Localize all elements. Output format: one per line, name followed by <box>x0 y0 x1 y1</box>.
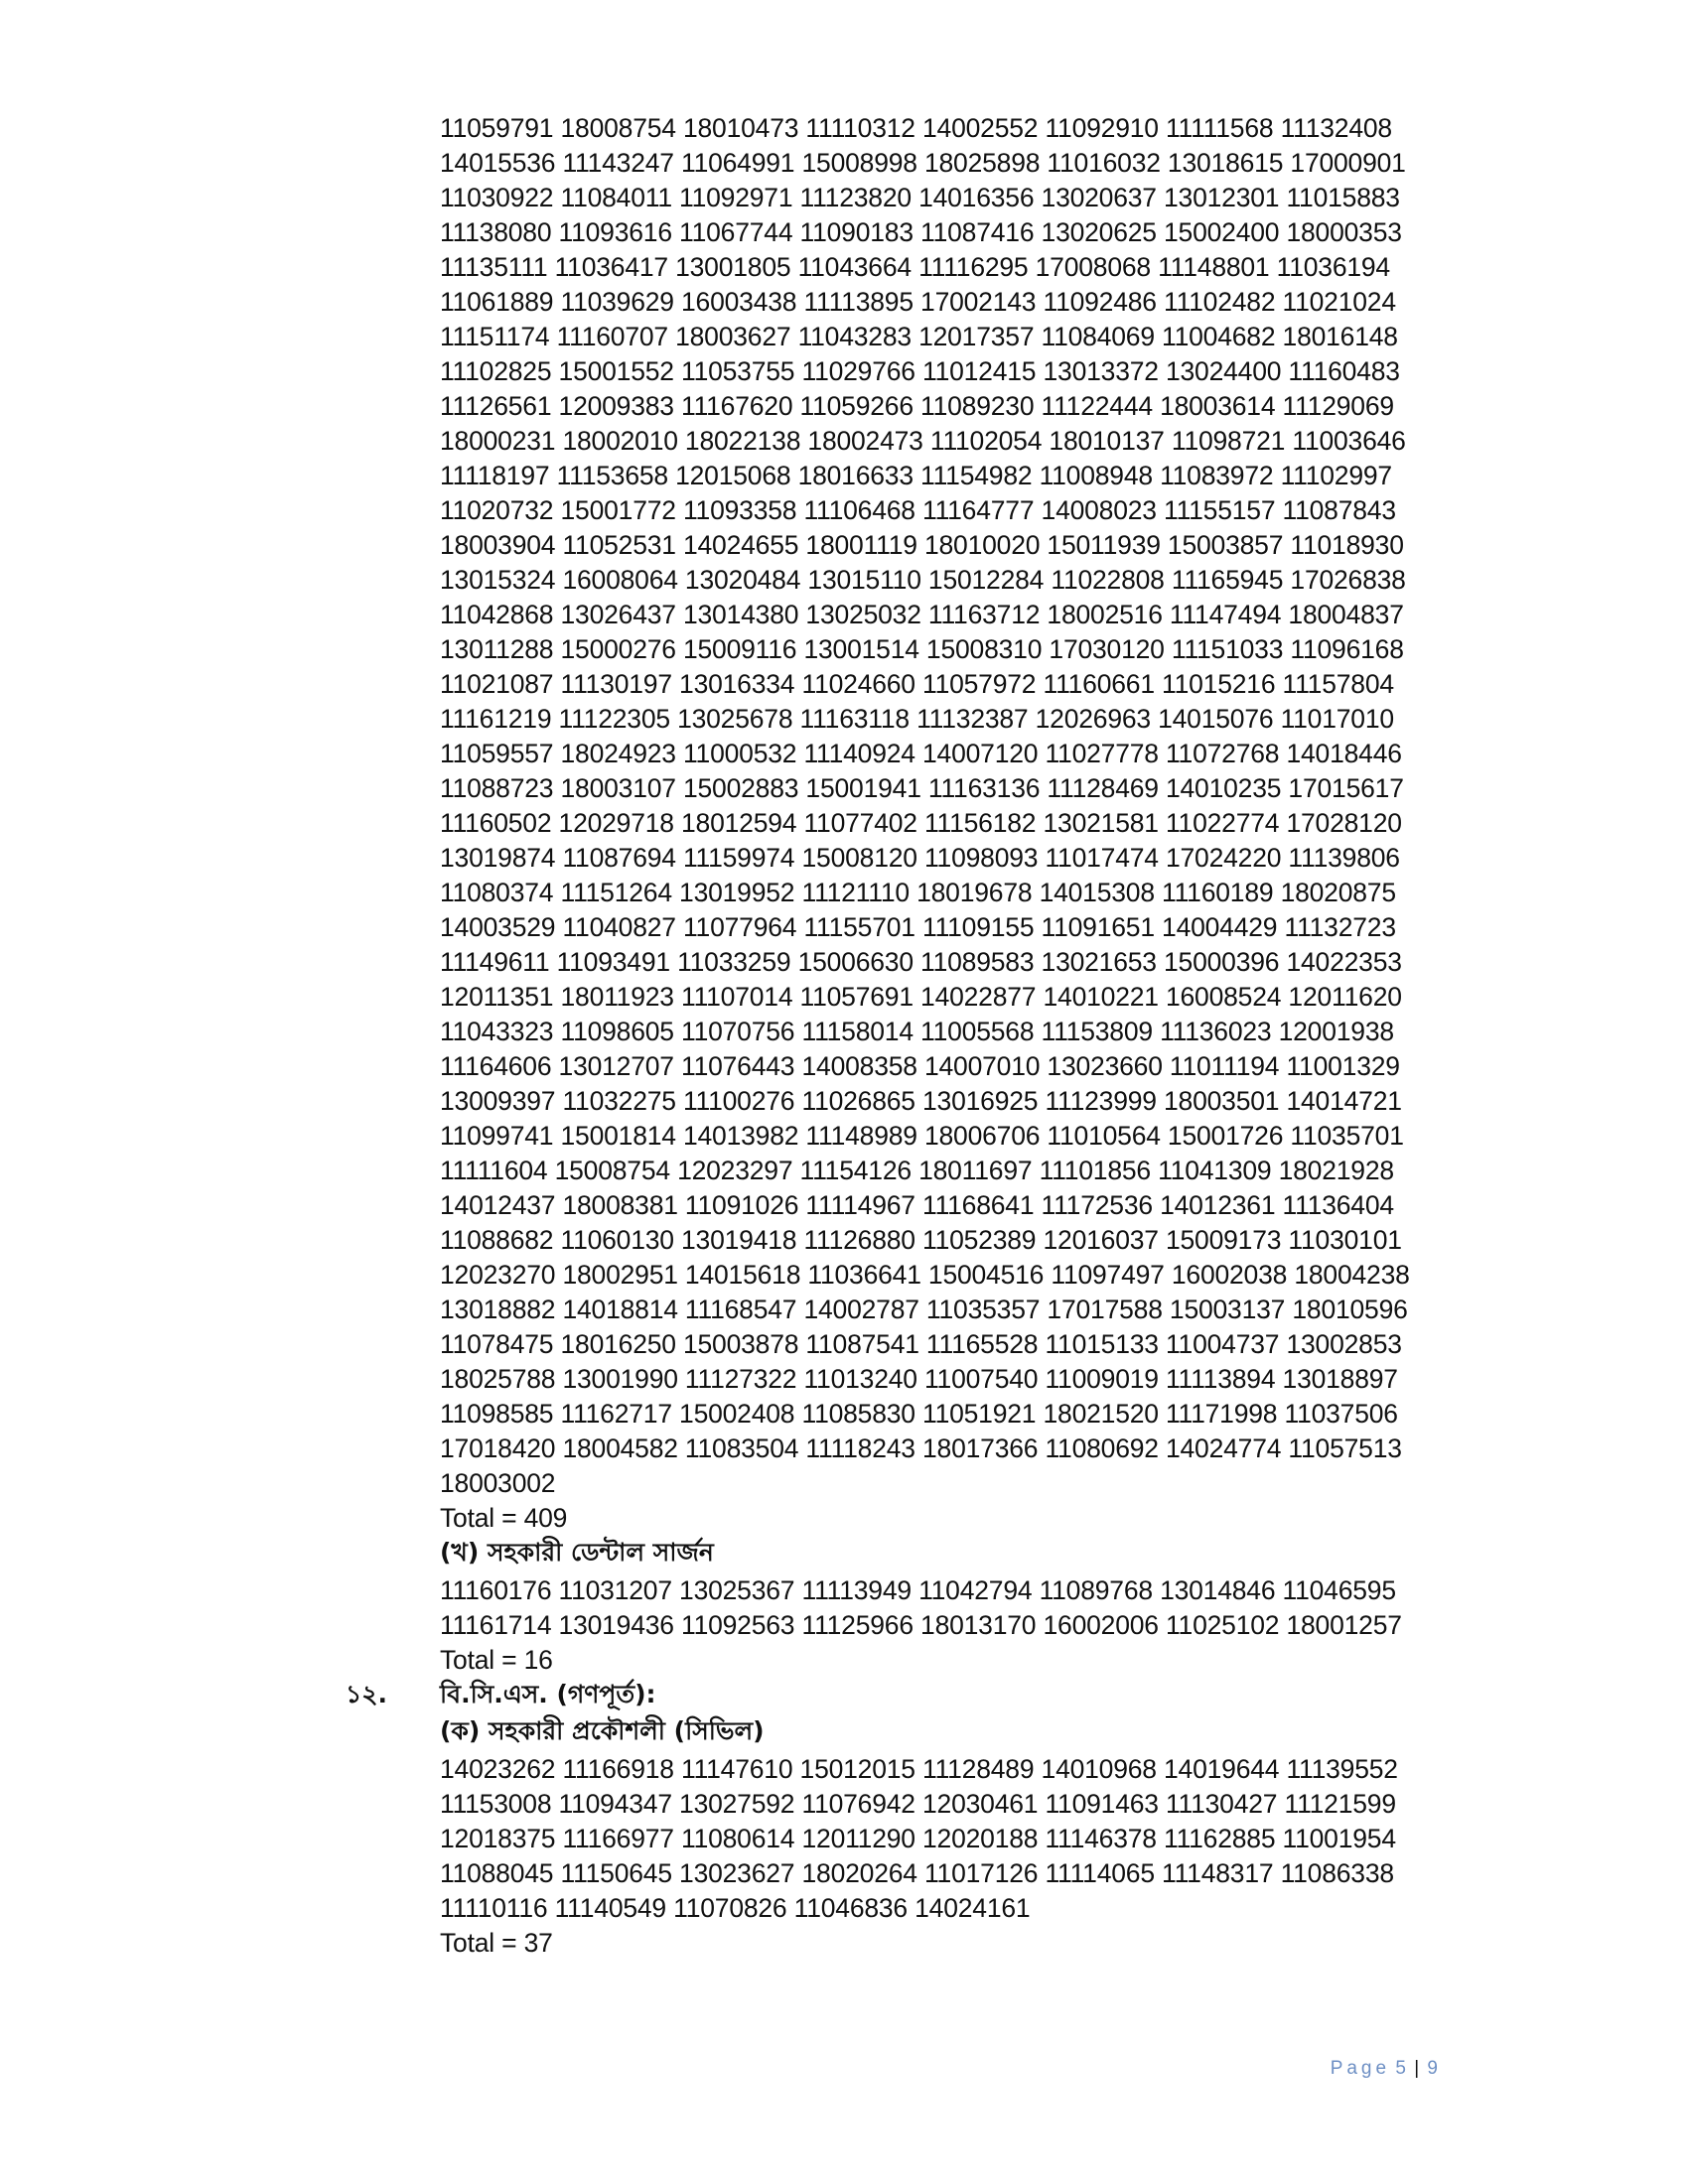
roll-number-line: 11080374 11151264 13019952 11121110 18019678 14015308 11160189 18020875 <box>440 878 1396 907</box>
roll-number-line: 11126561 12009383 11167620 11059266 11089230 11122444 18003614 11129069 <box>440 391 1394 421</box>
page-separator: | <box>1414 2058 1420 2079</box>
roll-number-line: 18025788 13001990 11127322 11013240 11007540 11009019 11113894 13018897 <box>440 1364 1398 1394</box>
roll-number-line: 14003529 11040827 11077964 11155701 11109155 11091651 14004429 11132723 <box>440 912 1396 942</box>
roll-number-line: 11088045 11150645 13023627 18020264 11017126 11114065 11148317 11086338 <box>440 1858 1394 1888</box>
roll-number-line: 18000231 18002010 18022138 18002473 11102054 18010137 11098721 11003646 <box>440 426 1406 456</box>
roll-number-line: 13018882 14018814 11168547 14002787 11035357 17017588 15003137 18010596 <box>440 1295 1408 1324</box>
roll-number-line: 11088723 18003107 15002883 15001941 11163136 11128469 14010235 17015617 <box>440 773 1404 803</box>
roll-number-line: 14023262 11166918 11147610 15012015 11128489 14010968 14019644 11139552 <box>440 1754 1398 1784</box>
roll-number-line: 18003002 <box>440 1468 556 1498</box>
roll-number-line: 11043323 11098605 11070756 11158014 11005568 11153809 11136023 12001938 <box>440 1017 1394 1046</box>
total-line: Total = 409 <box>440 1503 568 1533</box>
total-line: Total = 37 <box>440 1928 553 1958</box>
roll-number-line: 11098585 11162717 15002408 11085830 11051921 18021520 11171998 11037506 <box>440 1399 1398 1429</box>
page-footer <box>1331 2058 1438 2080</box>
roll-number-line: 13009397 11032275 11100276 11026865 13016925 11123999 18003501 14014721 <box>440 1086 1402 1116</box>
roll-number-line: 11021087 11130197 13016334 11024660 11057972 11160661 11015216 11157804 <box>440 669 1394 699</box>
page-word: Page <box>1330 2058 1391 2079</box>
dental-surgeon-heading: (খ) সহকারী ডেন্টাল সার্জন <box>440 1538 714 1567</box>
roll-number-line: 13019874 11087694 11159974 15008120 11098093 11017474 17024220 11139806 <box>440 843 1400 873</box>
current-page-number: 5 <box>1395 2058 1406 2079</box>
roll-number-line: 11153008 11094347 13027592 11076942 12030461 11091463 11130427 11121599 <box>440 1789 1396 1819</box>
roll-list-dental <box>440 1573 1433 1643</box>
section-12-title-wrap <box>440 1677 1433 1712</box>
roll-number-line: 13015324 16008064 13020484 13015110 15012284 11022808 11165945 17026838 <box>440 565 1406 595</box>
total-16-wrap <box>440 1643 1433 1678</box>
roll-number-line: 11118197 11153658 12015068 18016633 11154982 11008948 11083972 11102997 <box>440 461 1392 490</box>
roll-number-line: 13011288 15000276 15009116 13001514 15008310 17030120 11151033 11096168 <box>440 634 1404 664</box>
roll-number-line: 17018420 18004582 11083504 11118243 18017366 11080692 14024774 11057513 <box>440 1433 1402 1463</box>
roll-number-line: 11138080 11093616 11067744 11090183 11087416 13020625 15002400 18000353 <box>440 217 1402 247</box>
civil-engineer-heading: (ক) সহকারী প্রকৌশলী (সিভিল) <box>440 1716 765 1745</box>
roll-number-line: 11059791 18008754 18010473 11110312 14002552 11092910 11111568 11132408 <box>440 113 1392 143</box>
roll-number-line: 14012437 18008381 11091026 11114967 11168641 11172536 14012361 11136404 <box>440 1190 1394 1220</box>
roll-number-line: 11042868 13026437 13014380 13025032 11163712 18002516 11147494 18004837 <box>440 600 1404 629</box>
section-12-subheading-wrap <box>440 1713 1433 1749</box>
roll-number-line: 11160502 12029718 18012594 11077402 11156182 13021581 11022774 17028120 <box>440 808 1402 838</box>
roll-number-line: 11061889 11039629 16003438 11113895 17002143 11092486 11102482 11021024 <box>440 287 1396 317</box>
roll-number-line: 11099741 15001814 14013982 11148989 18006706 11010564 15001726 11035701 <box>440 1121 1404 1151</box>
roll-number-line: 11164606 13012707 11076443 14008358 14007010 13023660 11011194 11001329 <box>440 1051 1400 1081</box>
roll-list-civil <box>440 1752 1433 1926</box>
roll-number-line: 11059557 18024923 11000532 11140924 14007120 11027778 11072768 14018446 <box>440 739 1402 768</box>
roll-list-part-1 <box>440 111 1433 1501</box>
total-37-wrap <box>440 1926 1433 1961</box>
roll-number-line: 11160176 11031207 13025367 11113949 11042794 11089768 13014846 11046595 <box>440 1575 1396 1605</box>
total-409 <box>440 1501 1433 1536</box>
roll-number-line: 12011351 18011923 11107014 11057691 14022877 14010221 16008524 12011620 <box>440 982 1402 1012</box>
section-title: বি.সি.এস. (গণপূর্ত): <box>440 1680 656 1708</box>
roll-number-line: 12018375 11166977 11080614 12011290 12020188 11146378 11162885 11001954 <box>440 1824 1396 1853</box>
roll-number-line: 11110116 11140549 11070826 11046836 14024161 <box>440 1893 1031 1923</box>
roll-number-line: 11135111 11036417 13001805 11043664 11116295 17008068 11148801 11036194 <box>440 252 1390 282</box>
roll-number-line: 11111604 15008754 12023297 11154126 18011697 11101856 11041309 18021928 <box>440 1156 1394 1185</box>
roll-number-line: 11161219 11122305 13025678 11163118 11132387 12026963 14015076 11017010 <box>440 704 1394 734</box>
roll-number-line: 18003904 11052531 14024655 18001119 18010020 15011939 15003857 11018930 <box>440 530 1404 560</box>
roll-number-line: 11088682 11060130 13019418 11126880 11052389 12016037 15009173 11030101 <box>440 1225 1402 1255</box>
roll-number-line: 11102825 15001552 11053755 11029766 11012415 13013372 13024400 11160483 <box>440 356 1400 386</box>
roll-number-line: 11078475 18016250 15003878 11087541 11165528 11015133 11004737 13002853 <box>440 1329 1402 1359</box>
roll-number-line: 11020732 15001772 11093358 11106468 11164777 14008023 11155157 11087843 <box>440 495 1396 525</box>
section-b-block <box>440 1535 1433 1570</box>
roll-number-line: 11151174 11160707 18003627 11043283 12017357 11084069 11004682 18016148 <box>440 322 1398 351</box>
roll-number-line: 12023270 18002951 14015618 11036641 15004516 11097497 16002038 18004238 <box>440 1260 1410 1290</box>
roll-number-line: 14015536 11143247 11064991 15008998 18025898 11016032 13018615 17000901 <box>440 148 1406 178</box>
total-line: Total = 16 <box>440 1645 553 1675</box>
roll-number-line: 11030922 11084011 11092971 11123820 14016356 13020637 13012301 11015883 <box>440 183 1400 212</box>
section-number: ১২. <box>346 1680 387 1708</box>
roll-number-line: 11149611 11093491 11033259 15006630 11089583 13021653 15000396 14022353 <box>440 947 1402 977</box>
total-pages: 9 <box>1427 2058 1438 2079</box>
roll-number-line: 11161714 13019436 11092563 11125966 18013170 16002006 11025102 18001257 <box>440 1610 1402 1640</box>
